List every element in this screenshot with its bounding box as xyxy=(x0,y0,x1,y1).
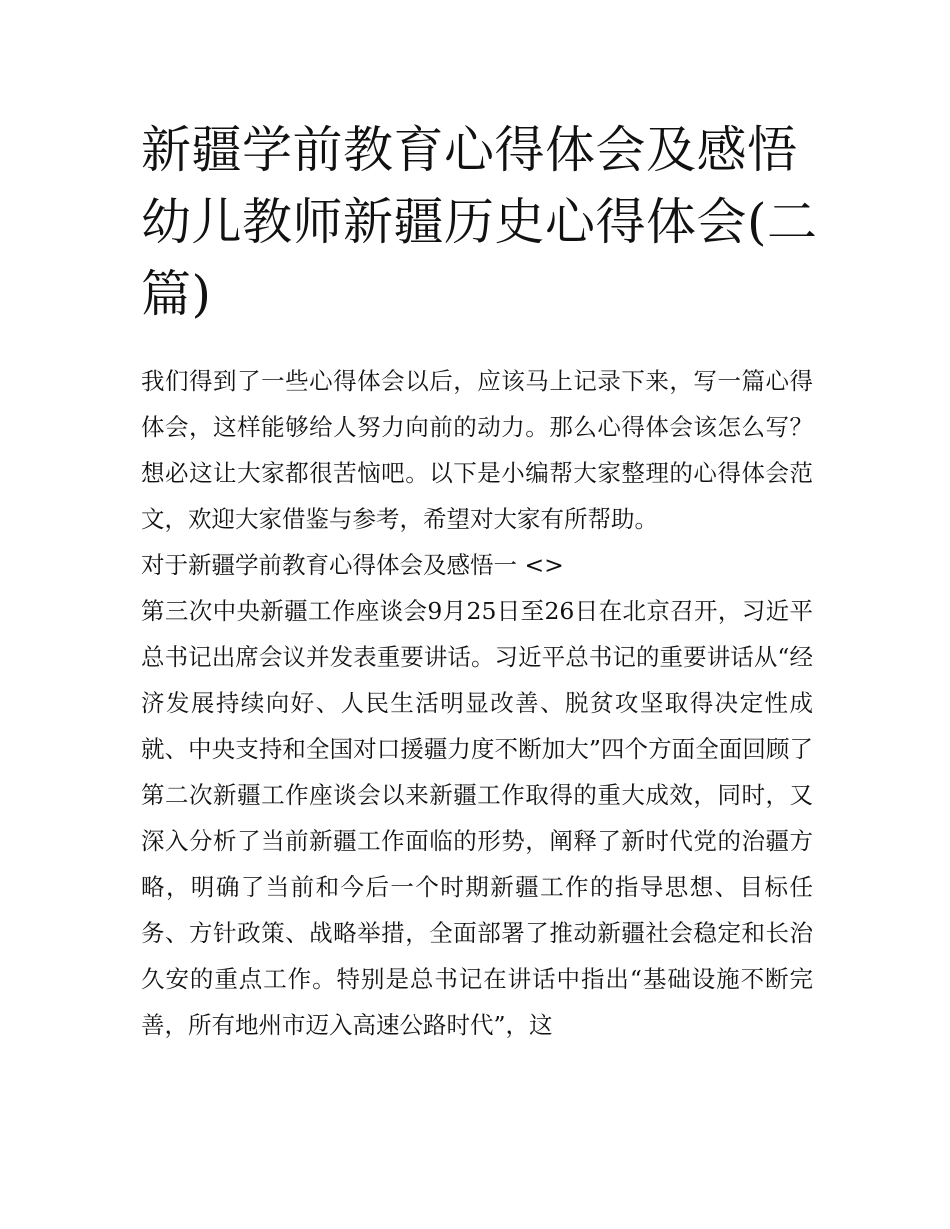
body-paragraph: 第三次中央新疆工作座谈会9月25日至26日在北京召开，习近平总书记出席会议并发表重要讲话。习近平总书记的重要讲话从“经济发展持续向好、人民生活明显改善、脱贫攻坚取得决定性成就、中央支持和全国对口援疆力度不断加大”四个方面全面回顾了第二次新疆工作座谈会以来新疆工作取得的重大成效，同时，又深入分析了当前新疆工作面临的形势，阐释了新时代党的治疆方略，明确了当前和今后一个时期新疆工作的指导思想、目标任务、方针政策、战略举措，全面部署了推动新疆社会稳定和长治久安的重点工作。特别是总书记在讲话中指出“基础设施不断完善，所有地州市迈入高速公路时代”，这 xyxy=(141,597,813,1039)
section-heading: 对于新疆学前教育心得体会及感悟一 <> xyxy=(141,551,564,579)
document-title: 新疆学前教育心得体会及感悟幼儿教师新疆历史心得体会(二篇) xyxy=(141,121,818,323)
document-body xyxy=(141,358,813,1048)
intro-paragraph: 我们得到了一些心得体会以后，应该马上记录下来，写一篇心得体会，这样能够给人努力向前的动力。那么心得体会该怎么写？想必这让大家都很苦恼吧。以下是小编帮大家整理的心得体会范文，欢迎大家借鉴与参考，希望对大家有所帮助。 xyxy=(141,367,813,533)
